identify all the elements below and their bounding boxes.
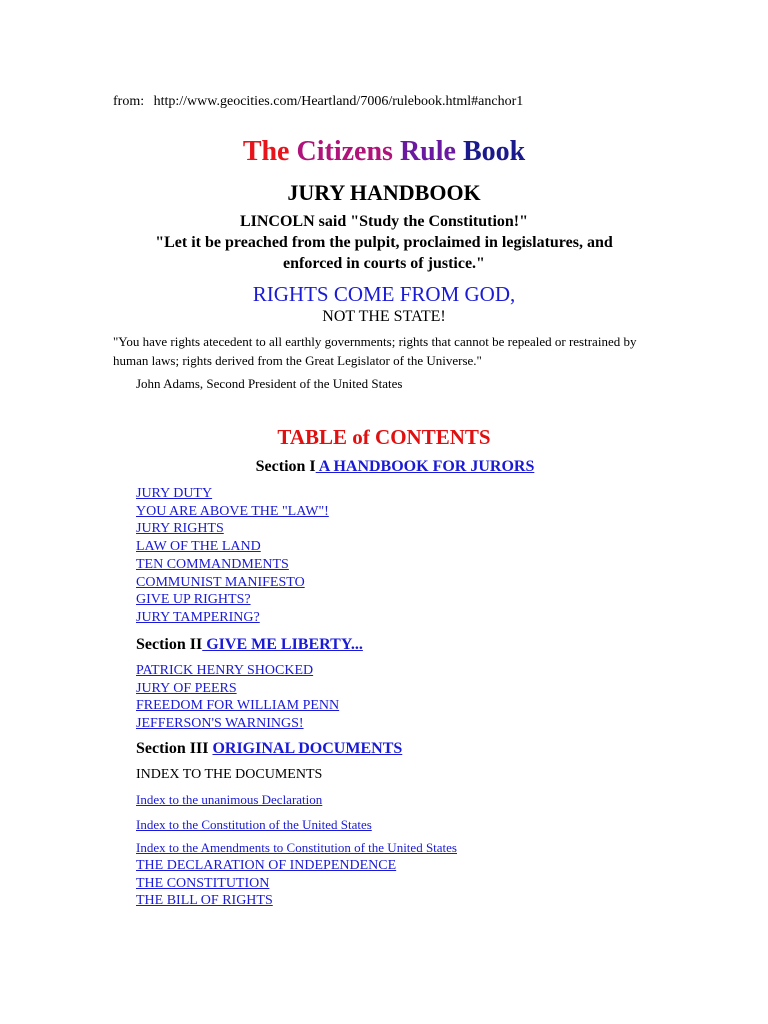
title-word-the: The xyxy=(242,136,290,167)
lincoln-line-3: enforced in courts of justice." xyxy=(283,255,485,272)
index-row xyxy=(136,817,372,833)
index-heading: INDEX TO THE DOCUMENTS xyxy=(136,767,323,782)
section-2-heading xyxy=(136,636,363,654)
toc-link-patrick-henry[interactable]: PATRICK HENRY SHOCKED xyxy=(136,663,314,678)
toc-link-jury-duty[interactable]: JURY DUTY xyxy=(136,486,213,501)
toc-link-declaration-of-independence[interactable]: THE DECLARATION OF INDEPENDENCE xyxy=(136,858,397,873)
source-line xyxy=(113,94,523,110)
index-link-declaration[interactable]: Index to the unanimous Declaration xyxy=(136,792,323,807)
list-item xyxy=(136,520,329,538)
section-3-list xyxy=(136,857,396,910)
adams-quote: "You have rights atecedent to all earthly governments; rights that cannot be repealed or restrained by human laws; rights derived from the Great Legislator of the Universe." xyxy=(113,334,637,368)
toc-link-give-up-rights[interactable]: GIVE UP RIGHTS? xyxy=(136,592,251,608)
list-item xyxy=(136,556,329,574)
section-1-list xyxy=(136,485,329,627)
list-item xyxy=(136,485,329,503)
list-item xyxy=(136,875,396,893)
toc-title: TABLE of CONTENTS xyxy=(277,425,491,449)
index-row xyxy=(136,840,457,856)
source-url: http://www.geocities.com/Heartland/7006/rulebook.html#anchor1 xyxy=(153,94,524,109)
title-word-citizens: Citizens xyxy=(296,136,393,167)
toc-link-jury-tampering[interactable]: JURY TAMPERING? xyxy=(136,609,260,625)
section-2-list xyxy=(136,662,339,733)
toc-link-bill-of-rights[interactable]: THE BILL OF RIGHTS xyxy=(136,893,273,909)
list-item xyxy=(136,574,329,592)
rights-subheading: NOT THE STATE! xyxy=(322,308,446,325)
toc-link-jury-rights[interactable]: JURY RIGHTS xyxy=(136,521,224,537)
index-link-constitution[interactable]: Index to the Constitution of the United States xyxy=(136,817,372,832)
list-item xyxy=(136,892,396,910)
toc-link-the-constitution[interactable]: THE CONSTITUTION xyxy=(136,875,270,891)
list-item xyxy=(136,715,339,733)
section-1-heading xyxy=(0,458,768,476)
index-row xyxy=(136,792,322,808)
toc-link-jury-of-peers[interactable]: JURY OF PEERS xyxy=(136,680,237,696)
list-item xyxy=(136,591,329,609)
list-item xyxy=(136,857,396,875)
toc-link-communist-manifesto[interactable]: COMMUNIST MANIFESTO xyxy=(136,574,305,590)
section-1-label: Section I xyxy=(255,458,316,475)
toc-link-jefferson-warnings[interactable]: JEFFERSON'S WARNINGS! xyxy=(136,716,304,732)
toc-link-william-penn[interactable]: FREEDOM FOR WILLIAM PENN xyxy=(136,698,340,714)
title-word-rule: Rule xyxy=(399,136,456,167)
rights-heading: RIGHTS COME FROM GOD, xyxy=(252,282,516,306)
toc-link-ten-commandments[interactable]: TEN COMMANDMENTS xyxy=(136,556,289,572)
section-3-label: Section III xyxy=(136,740,209,757)
page-title xyxy=(0,136,768,168)
list-item xyxy=(136,697,339,715)
index-link-amendments[interactable]: Index to the Amendments to Constitution of the United States xyxy=(136,840,457,855)
lincoln-line-1: LINCOLN said "Study the Constitution!" xyxy=(239,213,529,230)
section-2-label: Section II xyxy=(136,636,203,653)
list-item xyxy=(136,680,339,698)
list-item xyxy=(136,538,329,556)
subtitle: JURY HANDBOOK xyxy=(287,180,481,205)
toc-link-above-the-law[interactable]: YOU ARE ABOVE THE "LAW"! xyxy=(136,503,329,519)
lincoln-quote xyxy=(0,211,768,274)
section-2-link[interactable]: GIVE ME LIBERTY... xyxy=(202,636,363,653)
quote-attribution: John Adams, Second President of the United States xyxy=(136,376,403,391)
section-3-link[interactable]: ORIGINAL DOCUMENTS xyxy=(212,740,403,757)
toc-link-law-of-the-land[interactable]: LAW OF THE LAND xyxy=(136,539,261,555)
title-word-book: Book xyxy=(462,136,526,167)
from-label: from: xyxy=(113,94,145,109)
section-1-link[interactable]: A HANDBOOK FOR JURORS xyxy=(315,458,535,475)
list-item xyxy=(136,503,329,521)
list-item xyxy=(136,662,339,680)
section-3-heading xyxy=(136,740,402,758)
lincoln-line-2: "Let it be preached from the pulpit, proclaimed in legislatures, and xyxy=(155,234,613,251)
list-item xyxy=(136,609,329,627)
